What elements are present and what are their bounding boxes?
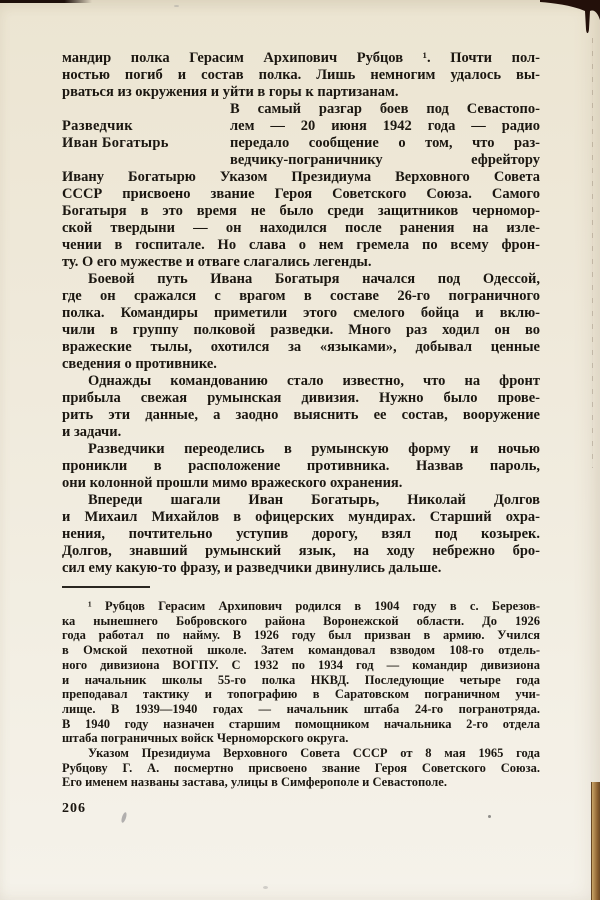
body-line: они колонной прошли мимо вражеского охранения. [62,475,403,491]
page-number: 206 [62,801,86,817]
body-line: вражеские тылы, охотился за «языками», добывал ценные [62,339,540,355]
paragraph [62,271,540,373]
body-line: прибыла свежая румынская дивизия. Нужно было прове- [62,390,540,406]
paragraph [62,373,540,441]
scan-page-edge-line [592,38,594,468]
body-line: ведчику-пограничнику ефрейтору [230,152,540,168]
footnote-line: и начальник школы 55-го полка НКВД. Последующие четыре года [62,672,540,687]
body-line: Боевой путь Ивана Богатыря начался под Одессой, [88,271,540,287]
footnote-line: В 1940 году назначен старшим помощником начальника 2-го отдела [62,716,540,731]
paragraph [62,492,540,577]
body-line: Богатыря в это время не было среди защитников черномор- [62,203,540,219]
section-with-margin-heading [62,101,540,169]
footnote-paragraph [62,599,540,746]
footnote-line: ного дивизиона ВОГПУ. С 1932 по 1934 год — командир дивизиона [62,657,540,672]
scan-speck [263,886,268,889]
body-line: и задачи. [62,424,122,440]
footnote-line: в Омской пехотной школе. Затем командовал взводом 108-го отдель- [62,643,540,658]
body-line: рваться из окружения и уйти в горы к партизанам. [62,84,399,100]
body-line: Ивану Богатырю Указом Президиума Верховного Совета [62,169,540,185]
scan-page-edge-strip [591,782,600,900]
body-line: ской твердыни — он находился после ранения на изле- [62,220,540,236]
margin-heading-line: Иван Богатырь [62,135,169,151]
paragraph-full-width [62,169,540,271]
body-line: Впереди шагали Иван Богатырь, Николай Долгов [88,492,540,508]
body-line: рить эти данные, а заодно выяснить ее состав, вооружение [62,407,540,423]
footnote-line: лище. В 1939—1940 годах — начальник штаба 24-го погранотряда. [62,701,540,716]
footnote-line: Рубцову Г. А. посмертно присвоено звание Героя Советского Союза. [62,760,540,775]
body-line: В самый разгар боев под Севастопо- [230,101,540,117]
body-line: чении в госпитале. Но слава о нем гремела по всему фрон- [62,237,540,253]
margin-heading [62,101,230,169]
footnote-line: ка нынешнего Бобровского района Воронежской области. До 1926 [62,613,540,628]
scan-ink-blot-top-right [540,0,600,40]
body-line: нения, почтительно уступив дорогу, взял под козырек. [62,526,540,542]
footnote-line: Указом Президиума Верховного Совета СССР от 8 мая 1965 года [88,746,540,761]
footnote-line: года работал по найму. В 1926 году был призван в армию. Учился [62,628,540,643]
body-line: Разведчики переоделись в румынскую форму и ночью [88,441,540,457]
body-line: сведения о противнике. [62,356,217,372]
footnote-line: ¹ Рубцов Герасим Архипович родился в 1904 году в с. Березов- [88,599,540,613]
body-line: и Михаил Михайлов в офицерских мундирах. Старший охра- [62,509,540,525]
margin-heading-line: Разведчик [62,118,133,134]
scan-speck [174,5,179,7]
narrow-column-text [230,101,540,169]
body-line: Долгов, знавший румынский язык, на ходу небрежно бро- [62,543,540,559]
paragraph [62,441,540,492]
paragraph-continuation [62,50,540,101]
body-line: СССР присвоено звание Героя Советского Союза. Самого [62,186,540,202]
footnote-separator [62,586,150,588]
body-line: передало сообщение о том, что раз- [230,135,540,151]
body-line: полка. Командиры приметили этого смелого бойца и вклю- [62,305,540,321]
scan-edge-mark-top-left [0,0,92,3]
body-line: ностью погиб и состав полка. Лишь немногим удалось вы- [62,67,540,83]
body-line: Однажды командованию стало известно, что на фронт [88,373,540,389]
body-line: лем — 20 июня 1942 года — радио [230,118,540,134]
text-block [62,50,540,817]
footnote-paragraph [62,746,540,790]
body-line: чили в группу полковой разведки. Много раз ходил он во [62,322,540,338]
body-line: где он сражался с врагом в составе 26-го пограничного [62,288,540,304]
footnote-line: штаба пограничных войск Черноморского округа. [62,731,349,746]
body-line: ту. О его мужестве и отваге слагались легенды. [62,254,372,270]
body-line: мандир полка Герасим Архипович Рубцов ¹. Почти пол- [62,50,540,66]
footnote-line: Его именем названы застава, улицы в Симферополе и Севастополе. [62,775,447,790]
body-line: проникли в расположение противника. Назвав пароль, [62,458,540,474]
footnote-line: преподавал тактику и топографию в Саратовском пограничном учи- [62,687,540,702]
footnote [62,599,540,790]
scan-speck [488,815,491,818]
body-line: сил ему какую-то фразу, и разведчики двинулись дальше. [62,560,442,576]
